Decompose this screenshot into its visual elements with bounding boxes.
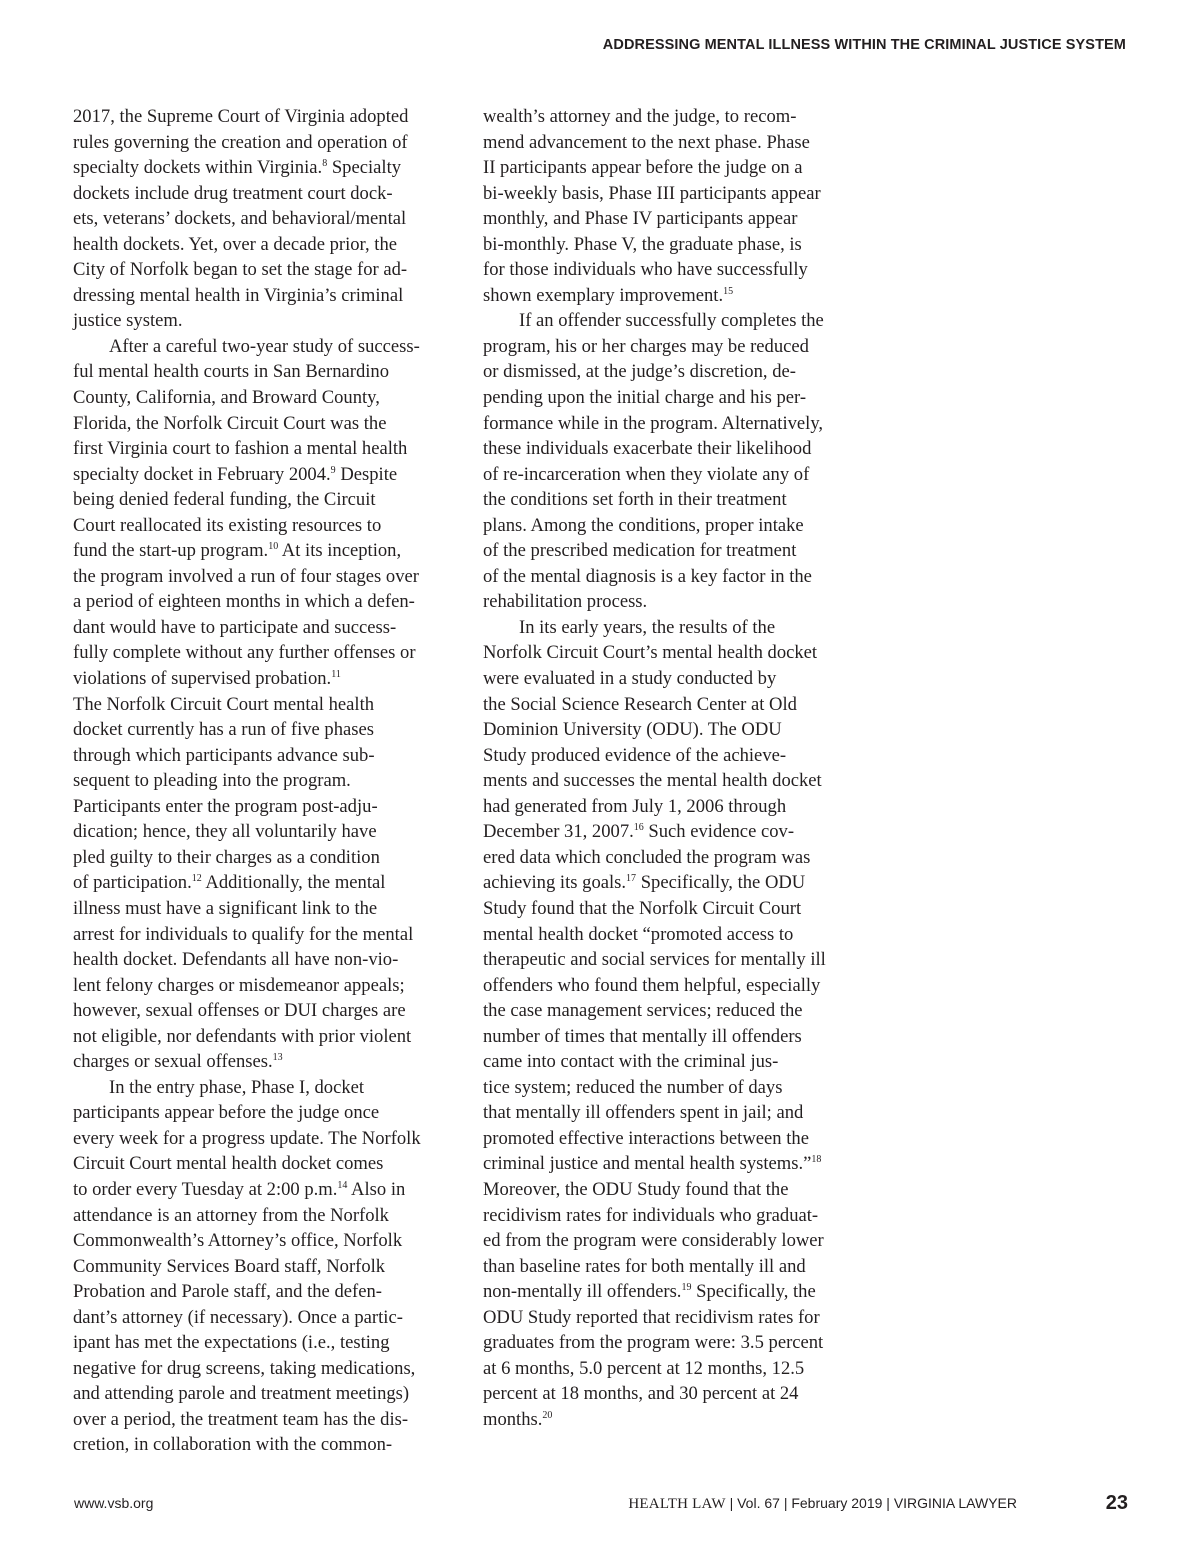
line-text: mental health docket “promoted access to: [483, 923, 794, 945]
footnote-ref: 18: [811, 1154, 822, 1166]
line-text: shown exemplary improvement.: [483, 284, 724, 306]
text-line: [73, 513, 449, 539]
line-text: came into contact with the criminal jus-: [483, 1051, 779, 1073]
line-text: Probation and Parole staff, and the defen-: [73, 1281, 382, 1303]
text-line: [483, 385, 855, 411]
line-text: therapeutic and social services for mentally ill: [483, 949, 826, 971]
text-line: [483, 104, 855, 130]
footnote-ref: 10: [268, 541, 279, 553]
line-text: violations of supervised probation.: [73, 668, 332, 690]
line-text: Commonwealth’s Attorney’s office, Norfolk: [73, 1230, 403, 1252]
text-line: [483, 257, 855, 283]
text-line: [483, 1151, 855, 1177]
line-text: percent at 18 months, and 30 percent at 24: [483, 1383, 799, 1405]
text-line: [483, 1381, 855, 1407]
line-text: of the mental diagnosis is a key factor in the: [483, 565, 812, 587]
text-line: [483, 1024, 855, 1050]
text-line: [73, 1049, 449, 1075]
text-line: [483, 998, 855, 1024]
line-text: dockets include drug treatment court dock-: [73, 182, 393, 204]
line-text: number of times that mentally ill offenders: [483, 1025, 802, 1047]
line-text: specialty dockets within Virginia.: [73, 157, 323, 179]
line-text: If an offender successfully completes the: [519, 310, 824, 332]
footnote-ref: 20: [542, 1409, 553, 1421]
text-line: [483, 538, 855, 564]
line-text: graduates from the program were: 3.5 percent: [483, 1332, 824, 1354]
line-text: County, California, and Broward County,: [73, 387, 380, 409]
text-line: [73, 973, 449, 999]
text-line: [483, 334, 855, 360]
text-line: [73, 104, 449, 130]
text-line: [483, 922, 855, 948]
text-line: [73, 564, 449, 590]
line-text: Norfolk Circuit Court’s mental health docket: [483, 642, 818, 664]
text-line: [483, 692, 855, 718]
line-text: dant’s attorney (if necessary). Once a partic-: [73, 1306, 403, 1328]
text-line: [483, 155, 855, 181]
text-line: [73, 870, 449, 896]
line-text: 2017, the Supreme Court of Virginia adopted: [73, 106, 409, 127]
text-line: [73, 334, 449, 360]
line-text: negative for drug screens, taking medications,: [73, 1357, 416, 1379]
footnote-ref: 13: [272, 1052, 283, 1064]
text-line: [483, 1305, 855, 1331]
footer-issue-details: | Vol. 67 | February 2019 | VIRGINIA LAWYER: [725, 1495, 1017, 1511]
line-text: were evaluated in a study conducted by: [483, 668, 777, 690]
text-line: [483, 1049, 855, 1075]
line-text: Moreover, the ODU Study found that the: [483, 1178, 789, 1200]
text-line: [483, 1330, 855, 1356]
text-line: [73, 538, 449, 564]
line-text-continued: Despite: [335, 463, 398, 485]
footer-issue-info: [628, 1495, 1017, 1513]
text-line: [73, 947, 449, 973]
left-column: [73, 104, 449, 1458]
text-line: [483, 359, 855, 385]
text-line: [483, 462, 855, 488]
footer-section-name: HEALTH LAW: [628, 1496, 726, 1512]
text-line: [73, 1356, 449, 1382]
line-text: or dismissed, at the judge’s discretion, de-: [483, 361, 796, 383]
line-text: however, sexual offenses or DUI charges are: [73, 1000, 406, 1022]
line-text: participants appear before the judge once: [73, 1102, 380, 1124]
text-line: [73, 1203, 449, 1229]
line-text: After a careful two-year study of success-: [109, 335, 420, 357]
line-text: wealth’s attorney and the judge, to recom-: [483, 106, 797, 127]
text-line: [73, 692, 449, 718]
line-text: rules governing the creation and operation of: [73, 131, 408, 153]
footnote-ref: 9: [330, 464, 336, 476]
line-text: a period of eighteen months in which a defen-: [73, 591, 415, 613]
text-line: [73, 768, 449, 794]
text-line: [483, 768, 855, 794]
footnote-ref: 12: [191, 873, 202, 885]
text-line: [73, 283, 449, 309]
line-text: mend advancement to the next phase. Phase: [483, 131, 810, 153]
text-line: [73, 845, 449, 871]
line-text-continued: Specifically, the ODU: [636, 872, 806, 894]
running-head: ADDRESSING MENTAL ILLNESS WITHIN THE CRIMINAL JUSTICE SYSTEM: [602, 37, 1126, 53]
line-text: promoted effective interactions between the: [483, 1127, 809, 1149]
line-text: health docket. Defendants all have non-vio-: [73, 949, 399, 971]
line-text: monthly, and Phase IV participants appear: [483, 208, 798, 230]
text-line: [73, 666, 449, 692]
line-text: the Social Science Research Center at Old: [483, 693, 797, 715]
text-line: [73, 1151, 449, 1177]
line-text: criminal justice and mental health systems.”: [483, 1153, 812, 1175]
text-line: [73, 717, 449, 743]
line-text: Dominion University (ODU). The ODU: [483, 719, 782, 741]
line-text: ered data which concluded the program was: [483, 846, 811, 868]
text-line: [73, 1228, 449, 1254]
text-line: [483, 232, 855, 258]
line-text: of re-incarceration when they violate any of: [483, 463, 810, 485]
line-text: ed from the program were considerably lower: [483, 1230, 824, 1252]
text-line: [483, 487, 855, 513]
text-line: [73, 896, 449, 922]
text-line: [73, 1305, 449, 1331]
line-text: these individuals exacerbate their likelihood: [483, 438, 812, 460]
line-text: dant would have to participate and success-: [73, 616, 397, 638]
line-text: offenders who found them helpful, especially: [483, 974, 821, 996]
line-text: bi-weekly basis, Phase III participants appear: [483, 182, 821, 204]
text-line: [483, 1203, 855, 1229]
page-number: 23: [1105, 1492, 1128, 1514]
text-line: [483, 411, 855, 437]
text-line: [73, 232, 449, 258]
text-line: [483, 819, 855, 845]
line-text: pending upon the initial charge and his per-: [483, 387, 807, 409]
text-line: [73, 922, 449, 948]
line-text: to order every Tuesday at 2:00 p.m.: [73, 1178, 338, 1200]
text-line: [483, 513, 855, 539]
line-text: of the prescribed medication for treatment: [483, 540, 797, 562]
line-text: bi-monthly. Phase V, the graduate phase, is: [483, 233, 802, 255]
line-text: Circuit Court mental health docket comes: [73, 1153, 384, 1175]
text-line: [73, 359, 449, 385]
line-text: Study found that the Norfolk Circuit Court: [483, 897, 802, 919]
line-text: and attending parole and treatment meetings): [73, 1383, 410, 1405]
text-line: [73, 1381, 449, 1407]
line-text: charges or sexual offenses.: [73, 1051, 273, 1073]
line-text: cretion, in collaboration with the common-: [73, 1434, 393, 1456]
text-line: [73, 1432, 449, 1458]
text-line: [73, 1075, 449, 1101]
footnote-ref: 19: [681, 1282, 692, 1294]
line-text: plans. Among the conditions, proper intake: [483, 514, 804, 536]
line-text: City of Norfolk began to set the stage for ad-: [73, 259, 408, 281]
text-line: [483, 589, 855, 615]
line-text: In the entry phase, Phase I, docket: [109, 1076, 365, 1098]
line-text: through which participants advance sub-: [73, 744, 375, 766]
line-text: for those individuals who have successfully: [483, 259, 808, 281]
line-text: the program involved a run of four stages over: [73, 565, 419, 587]
text-line: [73, 1330, 449, 1356]
text-line: [73, 794, 449, 820]
line-text: formance while in the program. Alternatively,: [483, 412, 824, 434]
line-text: fund the start-up program.: [73, 540, 269, 562]
text-line: [483, 1126, 855, 1152]
text-line: [73, 155, 449, 181]
line-text: pled guilty to their charges as a condition: [73, 846, 380, 868]
text-line: [483, 845, 855, 871]
right-column: [483, 104, 855, 1432]
text-line: [483, 1254, 855, 1280]
line-text: the case management services; reduced the: [483, 1000, 803, 1022]
line-text: December 31, 2007.: [483, 821, 634, 843]
text-line: [483, 666, 855, 692]
line-text-continued: Also in: [347, 1178, 406, 1200]
text-line: [73, 1177, 449, 1203]
line-text: being denied federal funding, the Circuit: [73, 489, 376, 511]
text-line: [73, 1024, 449, 1050]
line-text: of participation.: [73, 872, 192, 894]
line-text: than baseline rates for both mentally ill and: [483, 1255, 806, 1277]
text-line: [483, 1100, 855, 1126]
line-text: Community Services Board staff, Norfolk: [73, 1255, 386, 1277]
line-text: every week for a progress update. The Norfolk: [73, 1127, 421, 1149]
line-text: non-mentally ill offenders.: [483, 1281, 682, 1303]
text-line: [483, 640, 855, 666]
line-text: the conditions set forth in their treatment: [483, 489, 787, 511]
text-line: [483, 743, 855, 769]
line-text: dressing mental health in Virginia’s criminal: [73, 284, 404, 306]
line-text: In its early years, the results of the: [519, 616, 776, 638]
line-text: fully complete without any further offenses or: [73, 642, 416, 664]
text-line: [483, 181, 855, 207]
line-text: rehabilitation process.: [483, 591, 648, 613]
text-line: [483, 973, 855, 999]
text-line: [73, 1407, 449, 1433]
line-text: months.: [483, 1408, 543, 1430]
text-line: [73, 181, 449, 207]
text-line: [483, 896, 855, 922]
line-text: at 6 months, 5.0 percent at 12 months, 12.5: [483, 1357, 805, 1379]
line-text-continued: Additionally, the mental: [201, 872, 386, 894]
line-text: achieving its goals.: [483, 872, 627, 894]
text-line: [73, 640, 449, 666]
text-line: [73, 743, 449, 769]
text-line: [73, 130, 449, 156]
text-line: [73, 1254, 449, 1280]
text-line: [483, 1356, 855, 1382]
line-text: dication; hence, they all voluntarily have: [73, 821, 377, 843]
line-text: over a period, the treatment team has the dis-: [73, 1408, 409, 1430]
line-text: The Norfolk Circuit Court mental health: [73, 693, 375, 715]
text-line: [483, 564, 855, 590]
footnote-ref: 16: [633, 822, 644, 834]
text-line: [73, 411, 449, 437]
page-footer: [0, 1492, 1200, 1525]
text-line: [73, 436, 449, 462]
text-line: [483, 308, 855, 334]
line-text: first Virginia court to fashion a mental health: [73, 438, 408, 460]
footnote-ref: 15: [723, 285, 734, 297]
text-line: [483, 717, 855, 743]
line-text: ipant has met the expectations (i.e., testing: [73, 1332, 390, 1354]
line-text: specialty docket in February 2004.: [73, 463, 331, 485]
text-line: [73, 308, 449, 334]
footnote-ref: 17: [626, 873, 637, 885]
text-line: [73, 998, 449, 1024]
line-text: docket currently has a run of five phases: [73, 719, 375, 741]
text-line: [73, 257, 449, 283]
text-line: [483, 206, 855, 232]
footer-url[interactable]: www.vsb.org: [74, 1495, 154, 1511]
line-text-continued: Such evidence cov-: [643, 821, 795, 843]
line-text: that mentally ill offenders spent in jail; and: [483, 1102, 804, 1124]
text-line: [73, 1279, 449, 1305]
text-line: [483, 794, 855, 820]
line-text: ments and successes the mental health docket: [483, 770, 822, 792]
text-line: [73, 385, 449, 411]
line-text: ful mental health courts in San Bernardino: [73, 361, 390, 383]
line-text: Florida, the Norfolk Circuit Court was the: [73, 412, 387, 434]
line-text: Participants enter the program post-adju-: [73, 795, 378, 817]
text-line: [483, 1407, 855, 1433]
line-text: program, his or her charges may be reduced: [483, 335, 809, 357]
line-text: tice system; reduced the number of days: [483, 1076, 783, 1098]
line-text: not eligible, nor defendants with prior violent: [73, 1025, 412, 1047]
line-text: II participants appear before the judge on a: [483, 157, 803, 179]
footnote-ref: 11: [331, 669, 341, 681]
text-line: [483, 130, 855, 156]
line-text: arrest for individuals to qualify for the mental: [73, 923, 414, 945]
line-text: ODU Study reported that recidivism rates for: [483, 1306, 820, 1328]
line-text: had generated from July 1, 2006 through: [483, 795, 787, 817]
line-text: health dockets. Yet, over a decade prior, the: [73, 233, 398, 255]
line-text-continued: Specialty: [327, 157, 402, 179]
line-text: Court reallocated its existing resources to: [73, 514, 382, 536]
text-line: [73, 206, 449, 232]
line-text: Study produced evidence of the achieve-: [483, 744, 787, 766]
text-line: [483, 436, 855, 462]
text-line: [73, 487, 449, 513]
line-text: attendance is an attorney from the Norfolk: [73, 1204, 389, 1226]
text-line: [483, 1177, 855, 1203]
text-line: [73, 615, 449, 641]
line-text-continued: At its inception,: [278, 540, 402, 562]
text-line: [483, 615, 855, 641]
text-line: [73, 819, 449, 845]
text-line: [483, 947, 855, 973]
text-line: [73, 1100, 449, 1126]
footnote-ref: 14: [337, 1179, 348, 1191]
line-text: recidivism rates for individuals who graduat-: [483, 1204, 819, 1226]
text-line: [73, 589, 449, 615]
footnote-ref: 8: [322, 158, 328, 170]
text-line: [483, 1075, 855, 1101]
text-line: [483, 870, 855, 896]
line-text: lent felony charges or misdemeanor appeals;: [73, 974, 405, 996]
text-line: [483, 1228, 855, 1254]
text-line: [73, 1126, 449, 1152]
line-text: ets, veterans’ dockets, and behavioral/mental: [73, 208, 407, 230]
line-text: illness must have a significant link to the: [73, 897, 378, 919]
text-line: [483, 283, 855, 309]
line-text: justice system.: [73, 310, 183, 332]
line-text: sequent to pleading into the program.: [73, 770, 351, 792]
line-text-continued: Specifically, the: [691, 1281, 816, 1303]
text-line: [73, 462, 449, 488]
text-line: [483, 1279, 855, 1305]
